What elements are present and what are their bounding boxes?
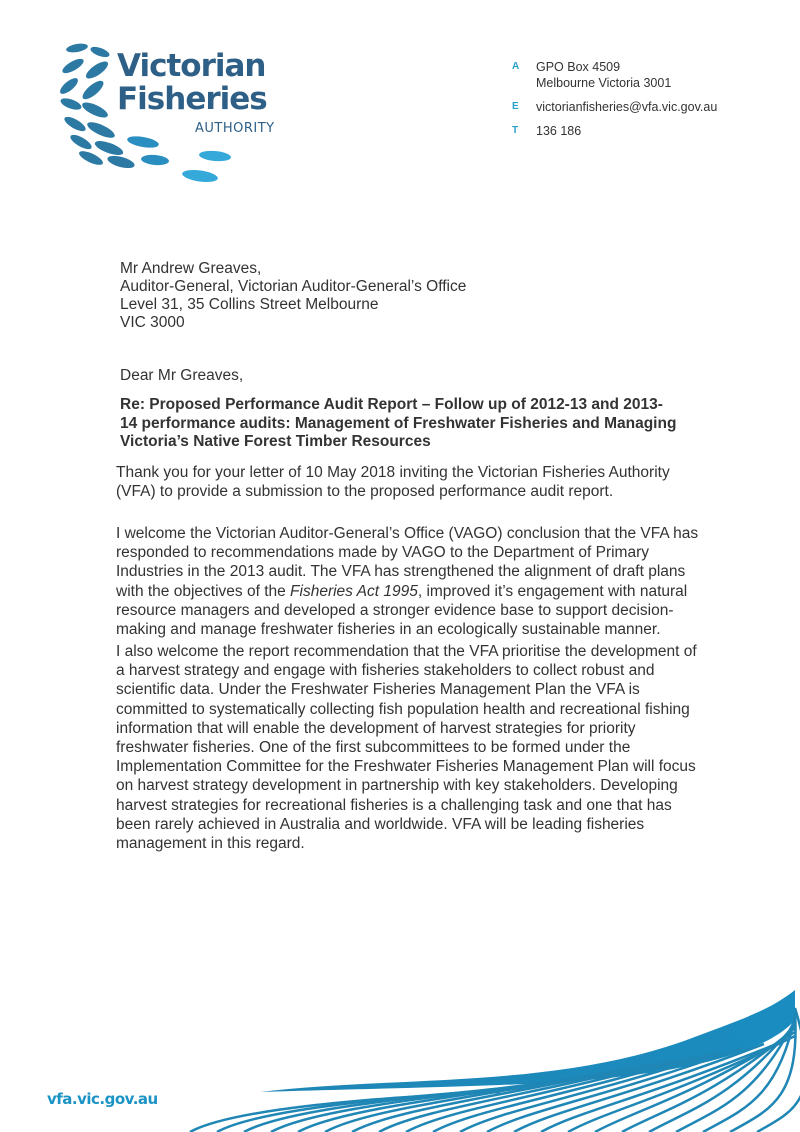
recipient-address — [120, 260, 466, 332]
address-line-2: Melbourne Victoria 3001 — [536, 76, 672, 90]
wave-decoration-icon — [0, 980, 800, 1132]
email-link[interactable]: victorianfisheries@vfa.vic.gov.au — [536, 100, 718, 114]
address-line-1: GPO Box 4509 — [536, 60, 621, 74]
paragraph-1: Thank you for your letter of 10 May 2018 inviting the Victorian Fisheries Authority (VFA) to provide a submission to the proposed performance audit report. — [116, 464, 670, 501]
phone-key: T — [512, 125, 519, 136]
paragraph-2 — [116, 524, 706, 639]
contact-phone — [512, 123, 717, 139]
contact-block — [512, 59, 717, 147]
email-key: E — [512, 101, 519, 112]
recipient-name: Mr Andrew Greaves, — [120, 260, 262, 277]
logo-line-2: Fisheries — [117, 81, 267, 117]
paragraph-2-text-b: , improved it’s engagement with natural resource managers and developed a stronger evidence base to support decision-making and manage freshwater fisheries in an ecologically sustainable manner. — [116, 582, 688, 639]
logo-line-1: Victorian — [117, 48, 266, 84]
logo-subtitle: AUTHORITY — [195, 121, 275, 136]
wave-line — [190, 1092, 500, 1132]
recipient-title: Auditor-General, Victorian Auditor-General’s Office — [120, 278, 467, 295]
phone-number: 136 186 — [536, 124, 582, 138]
paragraph-3: I also welcome the report recommendation that the VFA prioritise the development of a harvest strategy and engage with fisheries stakeholders to collect robust and scientific data. Under the Freshwater Fisheries Management Plan the VFA is committed to systematically collecting fish population health and recreational fishing information that will enable the development of harvest strategies for priority freshwater fisheries. One of the first subcommittees to be formed under the Implementation Committee for the Freshwater Fisheries Management Plan will focus on harvest strategy development in partnership with key stakeholders. Developing harvest strategies for recreational fisheries is a challenging task and one that has been rarely achieved in Australia and worldwide. VFA will be leading fisheries management in this regard. — [116, 643, 697, 853]
recipient-street: Level 31, 35 Collins Street Melbourne — [120, 296, 379, 313]
paragraph-2-text-a: I welcome the Victorian Auditor-General’s Office (VAGO) conclusion that the VFA has responded to recommendations made by VAGO to the Department of Primary Industries in the 2013 audit. The VFA has strengthened the alignment of draft plans with the objectives of the — [116, 525, 699, 600]
act-title: Fisheries Act 1995 — [290, 582, 418, 600]
recipient-postcode: VIC 3000 — [120, 314, 185, 331]
contact-email — [512, 99, 717, 115]
subject-line: Re: Proposed Performance Audit Report – Follow up of 2012-13 and 2013-14 performance audits: Management of Freshwater Fisheries and Managing Victoria’s Native Forest Timber Resources — [120, 396, 677, 450]
vfa-logo — [55, 38, 285, 188]
address-key: A — [512, 61, 520, 72]
footer-website-link[interactable]: vfa.vic.gov.au — [47, 1090, 158, 1108]
contact-address — [512, 59, 717, 91]
salutation: Dear Mr Greaves, — [120, 367, 244, 384]
